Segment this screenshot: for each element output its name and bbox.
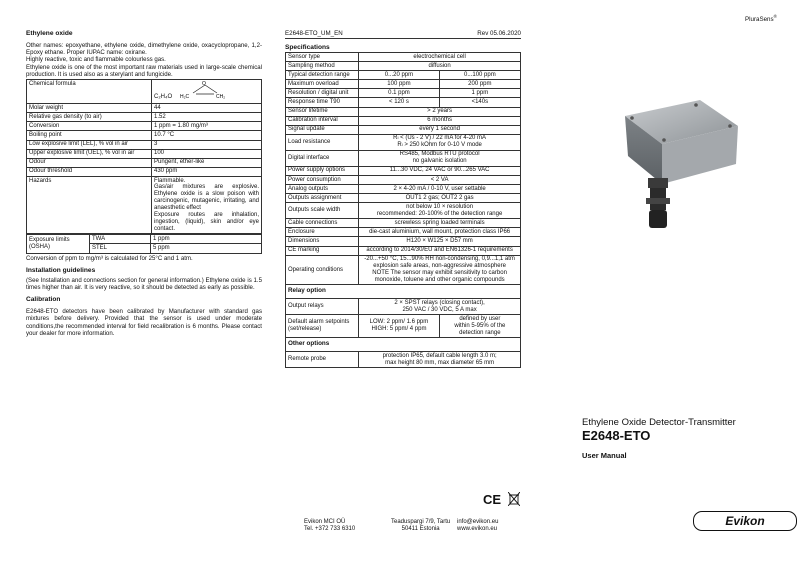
footer-web[interactable]: www.evikon.eu <box>457 526 498 533</box>
exposure-label: Exposure limits (OSHA) <box>27 235 90 253</box>
calib-title: Calibration <box>26 296 61 304</box>
spec-label: Output relays <box>286 299 359 315</box>
weee-bin-icon <box>508 492 520 506</box>
hazard-line: Gas/air mixtures are explosive. Ethylene oxide is a slow poison with carcinogenic, mutagenic, irritating, and anaesthetic effect <box>154 184 259 212</box>
ce-mark: CE <box>483 492 502 507</box>
footer-company <box>304 519 355 533</box>
table-row <box>286 98 521 107</box>
exposure-value: 1 ppm <box>151 235 262 244</box>
calib-text: E2648-ETO detectors have been calibrated by Manufacturer with standard gas mixtures before delivery. Provided that the sensor is used under moderate conditions,the recommended interval for field recalibration is 6 months. Please contact your dealer for more information. <box>26 308 262 337</box>
prop-label: Upper explosive limit (UEL), % vol in air <box>27 149 152 158</box>
formula-value: C₂H₄O <box>154 93 173 100</box>
spec-value: defined by user within 5-95% of the detection range <box>439 315 520 338</box>
spec-label: Default alarm setpoints (set/release) <box>286 315 359 338</box>
table-row <box>286 175 521 184</box>
hazards-label: Hazards <box>27 176 152 233</box>
spec-value: 11...30 VDC, 24 VAC or 90...265 VAC <box>359 166 521 175</box>
exposure-key: STEL <box>90 244 151 253</box>
device-photo <box>620 98 740 238</box>
section-row <box>286 285 521 299</box>
spec-value: protection IP65, default cable length 3.0 m; max height 80 mm, max diameter 65 mm <box>359 352 521 368</box>
table-row <box>286 203 521 219</box>
table-row <box>27 140 262 149</box>
table-row <box>286 150 521 166</box>
prop-value: Pungent, ether-like <box>152 158 262 167</box>
spec-value: diffusion <box>359 62 521 71</box>
table-row <box>286 255 521 285</box>
intro-line-3: Ethylene oxide is one of the most important raw materials used in large-scale chemical production. It is used also as a sterylant and fungicide. <box>26 63 262 78</box>
footer-address-line2: 50411 Estonia <box>401 526 440 533</box>
doc-header <box>285 30 521 39</box>
table-row <box>286 299 521 315</box>
footer-address <box>391 519 450 533</box>
spec-label: Dimensions <box>286 237 359 246</box>
footer-email[interactable]: info@evikon.eu <box>457 519 499 525</box>
spec-label: Sampling method <box>286 62 359 71</box>
spec-value: -20...+50 °C, 15...90% RH non-condensing, 0,9...1,1 atm explosion safe areas, non-aggressive atmosphere NOTE The sensor may exhibit sensitivity to carbon monoxide, toluene and other organic compounds <box>359 255 521 285</box>
prop-value: 1.52 <box>152 113 262 122</box>
spec-value: 1 ppm <box>439 89 520 98</box>
spec-value: RS485, Modbus RTU protocol no galvanic isolation <box>359 150 521 166</box>
prop-value: 1 ppm = 1.80 mg/m³ <box>152 122 262 131</box>
spec-value: 6 months <box>359 116 521 125</box>
table-row <box>27 176 262 233</box>
exposure-value: 5 ppm <box>151 244 262 253</box>
table-row <box>286 71 521 80</box>
prop-label: Chemical formula <box>27 80 152 104</box>
spec-label: CE marking <box>286 246 359 255</box>
table-row <box>286 194 521 203</box>
spec-value: H120 × W125 × D57 mm <box>359 237 521 246</box>
spec-label: Operating conditions <box>286 255 359 285</box>
molecule-oxygen-atom: O <box>202 80 206 87</box>
evikon-logo: Evikon <box>693 511 797 531</box>
table-row <box>27 235 262 244</box>
install-title: Installation guidelines <box>26 266 96 274</box>
spec-value: Rₗ < (Us - 2 V) / 22 mA for 4-20 mA Rₗ > 250 kOhm for 0-10 V mode <box>359 134 521 150</box>
table-row <box>286 116 521 125</box>
spec-value: 2 × 4-20 mA / 0-10 V, user settable <box>359 185 521 194</box>
spec-label: Cable connections <box>286 219 359 228</box>
intro-line-2: Highly reactive, toxic and flammable colourless gas. <box>26 56 166 64</box>
spec-label: Signal update <box>286 125 359 134</box>
table-row <box>27 104 262 113</box>
spec-label: Resolution / digital unit <box>286 89 359 98</box>
table-row <box>286 185 521 194</box>
prop-label: Low explosive limit (LEL), % vol in air <box>27 140 152 149</box>
prop-label: Odour threshold <box>27 167 152 176</box>
table-row <box>286 62 521 71</box>
molecule-left-ch2: H₂C <box>180 93 190 99</box>
spec-value: 100 ppm <box>359 80 440 89</box>
product-title: Ethylene Oxide Detector-Transmitter <box>582 417 736 428</box>
product-code: E2648-ETO <box>582 428 651 443</box>
spec-value: LOW: 2 ppm/ 1.6 ppm HIGH: 5 ppm/ 4 ppm <box>359 315 440 338</box>
table-row <box>286 134 521 150</box>
table-row <box>286 352 521 368</box>
table-row <box>286 89 521 98</box>
prop-value: 100 <box>152 149 262 158</box>
table-row <box>286 219 521 228</box>
spec-value: < 2 VA <box>359 175 521 184</box>
footer-tel: Tel. +372 733 6310 <box>304 526 356 533</box>
spec-label: Load resistance <box>286 134 359 150</box>
spec-label: Remote probe <box>286 352 359 368</box>
table-row <box>286 246 521 255</box>
table-row <box>286 125 521 134</box>
spec-value: not below 10 × resolution recommended: 20-100% of the detection range <box>359 203 521 219</box>
brand-registered-mark: ® <box>773 14 777 19</box>
table-row <box>286 228 521 237</box>
spec-value: screwless spring loaded terminals <box>359 219 521 228</box>
spec-value: 0...100 ppm <box>439 71 520 80</box>
prop-label: Relative gas density (to air) <box>27 113 152 122</box>
footer-address-line1: Teaduspargi 7/9, Tartu <box>391 519 451 525</box>
prop-value: 430 ppm <box>152 167 262 176</box>
manual-label: User Manual <box>582 451 627 460</box>
spec-value: > 2 years <box>359 107 521 116</box>
spec-label: Enclosure <box>286 228 359 237</box>
spec-label: Power supply options <box>286 166 359 175</box>
spec-label: Maximum overload <box>286 80 359 89</box>
spec-title: Specifications <box>285 44 330 51</box>
spec-value: OUT1 2 gas; OUT2 2 gas <box>359 194 521 203</box>
table-row <box>27 80 262 104</box>
spec-label: Response time T90 <box>286 98 359 107</box>
exposure-table <box>26 234 262 253</box>
spec-label: Digital interface <box>286 150 359 166</box>
spec-label: Sensor lifetime <box>286 107 359 116</box>
intro-line-1: Other names: epoxyethane, ethylene oxide, dimethylene oxide, oxacyclopropane, 1,2-Epoxy ethane. Proper IUPAC name: oxirane. <box>26 42 262 57</box>
section-title-ethylene-oxide: Ethylene oxide <box>26 30 73 37</box>
table-row <box>286 237 521 246</box>
table-row <box>27 167 262 176</box>
table-row <box>27 122 262 131</box>
table-row <box>286 166 521 175</box>
molecule-right-ch2: CH₂ <box>216 93 226 99</box>
spec-value: 200 ppm <box>439 80 520 89</box>
spec-value: < 120 s <box>359 98 440 107</box>
spec-value: 0.1 ppm <box>359 89 440 98</box>
table-row <box>27 131 262 140</box>
table-row <box>286 107 521 116</box>
prop-label: Conversion <box>27 122 152 131</box>
hazard-line: Exposure routes are inhalation, ingestion, (liquid), skin and/or eye contact. <box>154 212 259 232</box>
footer-company-name: Evikon MCI OÜ <box>304 519 346 525</box>
spec-label: Power consumption <box>286 175 359 184</box>
properties-table <box>26 79 262 234</box>
footer-contact <box>457 519 498 533</box>
chemical-formula-cell <box>152 80 262 104</box>
spec-table <box>285 52 521 368</box>
spec-value: die-cast aluminium, wall mount, protection class IP66 <box>359 228 521 237</box>
section-heading: Other options <box>286 338 521 352</box>
table-row <box>286 80 521 89</box>
brand-name: PluraSens <box>745 16 774 24</box>
spec-value: electrochemical cell <box>359 53 521 62</box>
brand-top <box>745 14 777 23</box>
table-row <box>27 113 262 122</box>
spec-label: Outputs scale width <box>286 203 359 219</box>
spec-value: every 1 second <box>359 125 521 134</box>
table-row <box>27 158 262 167</box>
prop-value: 44 <box>152 104 262 113</box>
prop-label: Molar weight <box>27 104 152 113</box>
table-row <box>27 149 262 158</box>
middle-column <box>285 30 521 368</box>
conversion-note: Conversion of ppm to mg/m³ is calculated for 25°C and 1 atm. <box>26 254 193 262</box>
ce-mark-group <box>483 491 520 509</box>
exposure-key: TWA <box>90 235 151 244</box>
spec-value: 0...20 ppm <box>359 71 440 80</box>
section-heading: Relay option <box>286 285 521 299</box>
prop-value: 3 <box>152 140 262 149</box>
prop-value: 10.7 °C <box>152 131 262 140</box>
spec-label: Calibration interval <box>286 116 359 125</box>
table-row <box>286 53 521 62</box>
doc-id: E2648-ETO_UM_EN <box>285 30 343 37</box>
section-row <box>286 338 521 352</box>
prop-label: Odour <box>27 158 152 167</box>
molecule-diagram <box>180 81 230 99</box>
left-column <box>26 30 262 337</box>
spec-value: <140s <box>439 98 520 107</box>
hazards-cell <box>152 176 262 233</box>
spec-label: Sensor type <box>286 53 359 62</box>
spec-label: Typical detection range <box>286 71 359 80</box>
table-row <box>286 315 521 338</box>
spec-value: 2 × SPST relays (closing contact), 250 VAC / 30 VDC, 5 A max <box>359 299 521 315</box>
doc-revision: Rev 05.06.2020 <box>477 30 521 37</box>
spec-label: Outputs assignment <box>286 194 359 203</box>
spec-label: Analog outputs <box>286 185 359 194</box>
hazard-line: Flammable. <box>154 177 186 184</box>
install-text: (See Installation and connections section for general information.) Ethylene oxide is 1.5 times higher than air. It is very reactive, so it should be detected as early as possible. <box>26 276 262 291</box>
prop-label: Boiling point <box>27 131 152 140</box>
spec-value: according to 2014/30/EU and EN61326-1 requirements <box>359 246 521 255</box>
